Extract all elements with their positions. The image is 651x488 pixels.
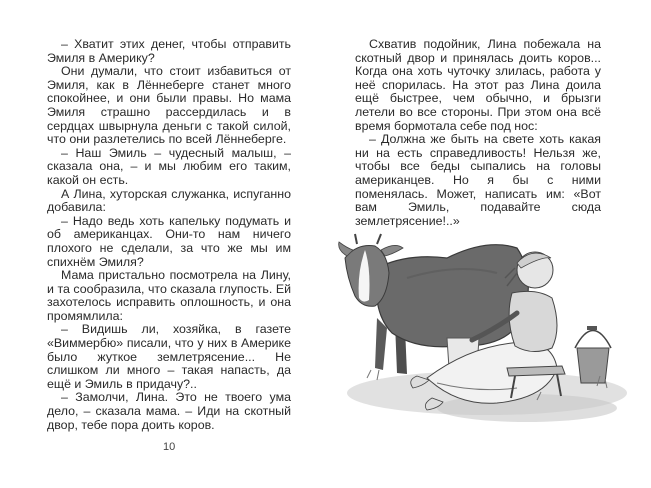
paragraph: – Должна же быть на свете хоть какая ни на есть справедливость! Нельзя же, чтобы все беды сыпались на головы американцев. Но я бы с ними поменялась. Может, написать им: «Вот вам Эмиль, подавайте сюда землетрясение!..» — [355, 132, 601, 228]
illustration-cow-milking — [337, 218, 637, 448]
paragraph: А Лина, хуторская служанка, испуганно добавила: — [47, 186, 291, 215]
paragraph: – Видишь ли, хозяйка, в газете «Виммербю» писали, что у них в Америке было жуткое землетрясение... Не слишком ли много – такая напасть, да ещё и Эмиль в придачу?.. — [47, 322, 291, 391]
paragraph: Мама пристально посмотрела на Лину, и та сообразила, что сказала глупость. Ей захотелось исправить оплошность, и она промямлила: — [47, 268, 291, 323]
paragraph: – Надо ведь хоть капельку подумать и об американцах. Они-то нам ничего плохого не сделали, за что же мы им спихнём Эмиля? — [47, 213, 291, 269]
right-page-text — [355, 38, 601, 228]
paragraph: Схватив подойник, Лина побежала на скотный двор и принялась доить коров... Когда она хоть чуточку злилась, работа у неё спорилась. На этот раз Лина доила ещё быстрее, чем обычно, и брызги летели во все стороны. При этом она всё время бормотала себе под нос: — [355, 37, 601, 133]
paragraph: Они думали, что стоит избавиться от Эмиля, как в Лённеберге станет много спокойнее, и они были правы. Но мама Эмиля страшно рассердилась и в сердцах швырнула деньги с такой силой, что они разлетелись по всей Лённеберге. — [47, 64, 291, 147]
paragraph: – Наш Эмиль – чудесный малыш, – сказала она, – и мы любим его таким, какой он есть. — [47, 145, 291, 187]
paragraph: – Замолчи, Лина. Это не твоего ума дело, – сказала мама. – Иди на скотный двор, тебе пора доить коров. — [47, 390, 291, 432]
left-page-text — [47, 38, 291, 432]
page-number: 10 — [163, 441, 176, 453]
paragraph: – Хватит этих денег, чтобы отправить Эмиля в Америку? — [47, 37, 291, 65]
left-page — [0, 0, 325, 488]
right-page — [325, 0, 651, 488]
